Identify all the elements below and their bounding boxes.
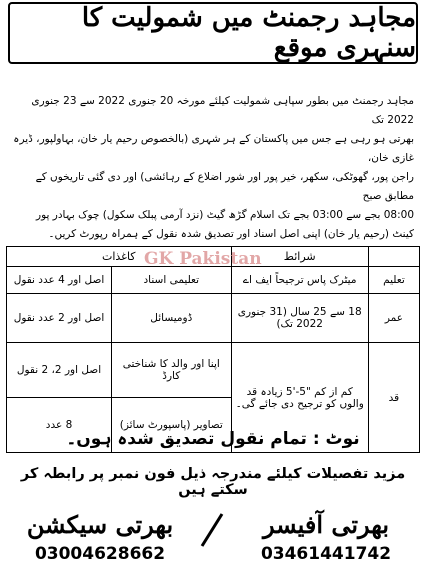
row-label: تعلیم bbox=[368, 267, 419, 294]
row-document-count: اصل اور 2 عدد نقول bbox=[7, 294, 112, 343]
intro-line: بھرتی ہو رہی ہے جس میں پاکستان کے ہر شہری (بالخصوص رحیم یار خان، بہاولپور، ڈیرہ غازی خان، bbox=[13, 133, 414, 164]
row-document: تصاویر (پاسپورٹ سائز) bbox=[112, 398, 232, 453]
row-document-count: اصل اور 4 عدد نقول bbox=[7, 267, 112, 294]
row-condition: کم از کم "5-'5 زیادہ قد والوں کو ترجیح دی جائے گی۔ bbox=[231, 343, 368, 453]
table-row bbox=[7, 294, 420, 343]
table-row bbox=[7, 343, 420, 398]
contact-line: مزید تفصیلات کیلئے مندرجہ ذیل فون نمبر پر رابطہ کر سکتے ہیں bbox=[20, 466, 406, 498]
row-label: عمر bbox=[368, 294, 419, 343]
intro-line: کینٹ (رحیم یار خان) اپنی اصل اسناد اور تصدیق شدہ نقول کے ہمراہ رپورٹ کریں۔ bbox=[48, 228, 414, 240]
row-document: ڈومیسائل bbox=[112, 294, 232, 343]
table-row bbox=[7, 267, 420, 294]
intro-line: مجاہد رجمنٹ میں بطور سپاہی شمولیت کیلئے مورخہ 20 جنوری 2022 سے 23 جنوری 2022 تک bbox=[31, 95, 414, 126]
row-condition: 18 سے 25 سال (31 جنوری 2022 تک) bbox=[231, 294, 368, 343]
row-document: تعلیمی اسناد bbox=[112, 267, 232, 294]
recruitment-officer bbox=[226, 510, 426, 564]
officer-title: بھرتی آفیسر bbox=[262, 510, 390, 539]
intro-line: راجن پور، گھوٹکی، سکھر، خیر پور اور شور اضلاع کے رہائشی) اور دی گئی تاریخوں کے مطابق صبح bbox=[35, 171, 414, 202]
header-conditions: شرائط bbox=[231, 247, 368, 267]
row-document-count: 8 عدد bbox=[7, 398, 112, 453]
section-title: بھرتی سیکشن bbox=[26, 510, 174, 539]
row-document: اپنا اور والد کا شناختی کارڈ bbox=[112, 343, 232, 398]
intro-text bbox=[12, 92, 414, 244]
row-label: قد bbox=[368, 343, 419, 453]
section-phone: 03004628662 bbox=[34, 544, 166, 564]
header-blank bbox=[368, 247, 419, 267]
row-condition: میٹرک پاس ترجیحاً ایف اے bbox=[231, 267, 368, 294]
intro-line: 08:00 بجے سے 03:00 بجے تک اسلام گڑھ گیٹ (نزد آرمی پبلک سکول) چوک بہادر پور bbox=[36, 209, 414, 221]
note: نوٹ : تمام نقول تصدیق شدہ ہوں۔ bbox=[66, 429, 360, 449]
watermark: GK Pakistan bbox=[144, 249, 262, 269]
requirements-table bbox=[6, 246, 420, 453]
headline: مجاہد رجمنٹ میں شمولیت کا سنہری موقع bbox=[8, 2, 418, 64]
officer-phone: 03461441742 bbox=[260, 544, 392, 564]
row-document-count: اصل اور 2، 2 نقول bbox=[7, 343, 112, 398]
header-documents: کاغذات bbox=[7, 247, 232, 267]
recruitment-section bbox=[0, 510, 200, 564]
